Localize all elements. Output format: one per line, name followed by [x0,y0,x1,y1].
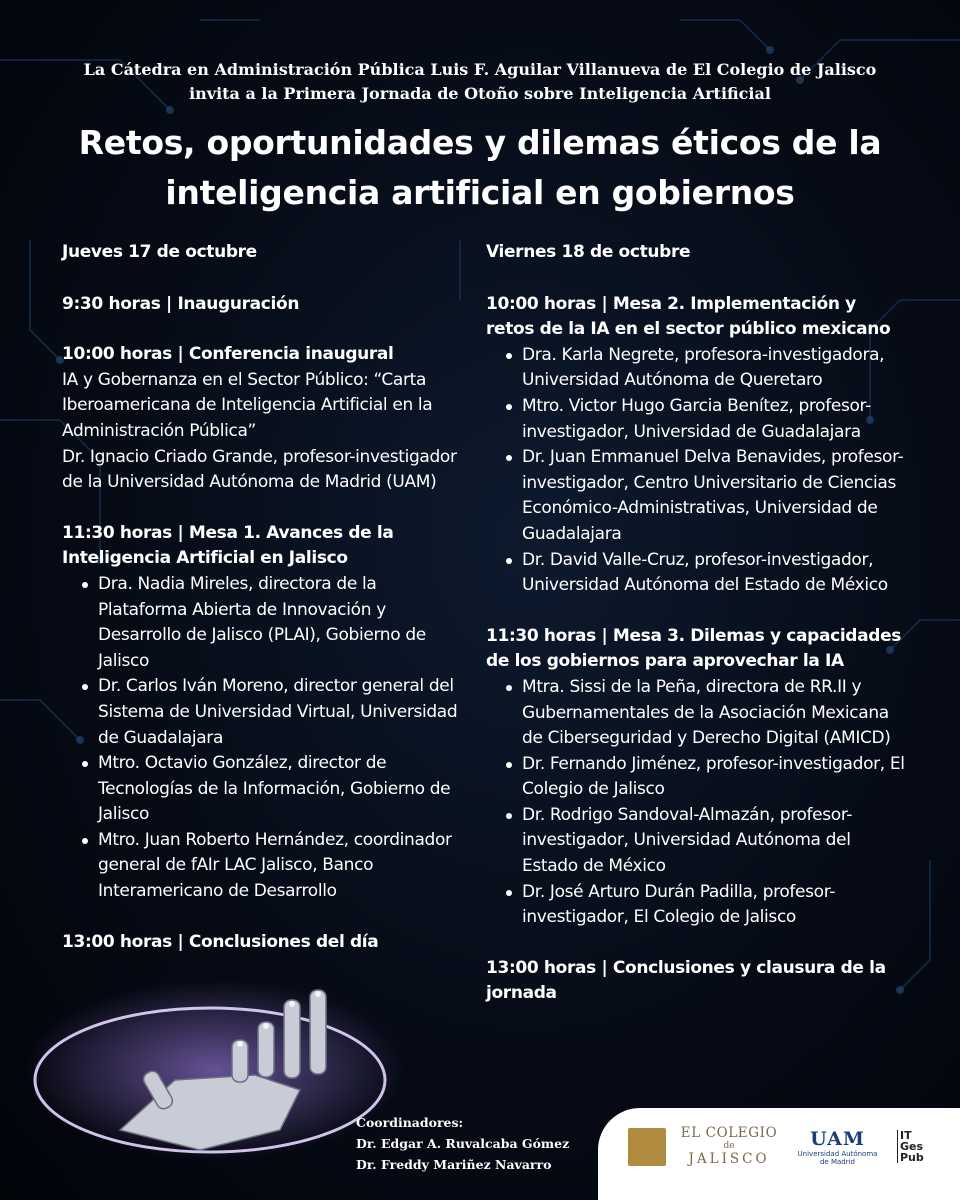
list-item: Dr. Carlos Iván Moreno, director general del Sistema de Universidad Virtual, Universidad de Guadalajara [62,674,467,751]
list-item: Dra. Karla Negrete, profesora-investigadora, Universidad Autónoma de Queretaro [486,343,906,394]
itgespub-logo [897,1130,927,1163]
session-inauguracion [62,292,467,318]
coordinators-label: Coordinadores: [356,1115,464,1130]
session-head: 9:30 horas | Inauguración [62,293,300,314]
session-head: 13:00 horas | Conclusiones del día [62,931,379,952]
list-item: Mtro. Victor Hugo Garcia Benítez, profesor-investigador, Universidad de Guadalajara [486,394,906,445]
list-item: Mtro. Octavio González, director de Tecnologías de la Información, Gobierno de Jalisco [62,751,467,828]
speaker-list [62,572,467,905]
list-item: Mtro. Juan Roberto Hernández, coordinador general de fAIr LAC Jalisco, Banco Interamericano de Desarrollo [62,828,467,905]
session-head: 10:00 horas | Conferencia inaugural [62,344,394,365]
colegio-line-1: EL COLEGIO [680,1125,778,1141]
session-head: 11:30 horas | Mesa 1. Avances de la Inteligencia Artificial en Jalisco [62,522,394,569]
session-conclusiones [62,930,467,956]
session-mesa-1 [62,521,467,905]
coordinators-block [356,1112,616,1175]
speaker-list [486,343,906,599]
itgespub-line-1: IT [900,1129,912,1142]
page-title: Retos, oportunidades y dilemas éticos de la inteligencia artificial en gobiernos [78,123,882,212]
session-conferencia [62,342,467,496]
itgespub-line-3: Pub [900,1151,924,1164]
colegio-logo-text [674,1126,784,1167]
uam-logo [795,1128,880,1166]
colegio-emblem-icon [628,1128,666,1166]
logo-panel [598,1108,960,1200]
list-item: Dr. Juan Emmanuel Delva Benavides, profesor-investigador, Centro Universitario de Ciencias Económico-Administrativas, Universidad de Guadalajara [486,445,906,547]
list-item: Dra. Nadia Mireles, directora de la Plataforma Abierta de Innovación y Desarrollo de Jalisco (PLAI), Gobierno de Jalisco [62,572,467,674]
session-clausura [486,956,906,1007]
session-mesa-2 [486,292,906,599]
session-speaker: Dr. Ignacio Criado Grande, profesor-investigador de la Universidad Autónoma de Madrid (UAM) [62,446,457,493]
session-head: 10:00 horas | Mesa 2. Implementación y retos de la IA en el sector público mexicano [486,293,891,340]
itgespub-line-2: Ges [900,1140,924,1153]
intro-text: La Cátedra en Administración Pública Luis F. Aguilar Villanueva de El Colegio de Jalisco invita a la Primera Jornada de Otoño sobre Inteligencia Artificial [83,60,877,103]
colegio-line-2: de [723,1141,735,1151]
list-item: Dr. Fernando Jiménez, profesor-investigador, El Colegio de Jalisco [486,752,906,803]
day-1-label: Jueves 17 de octubre [62,242,257,262]
list-item: Dr. David Valle-Cruz, profesor-investigador, Universidad Autónoma del Estado de México [486,548,906,599]
day-2-column [486,240,906,1032]
session-mesa-3 [486,624,906,931]
day-2-label: Viernes 18 de octubre [486,242,691,262]
session-description: IA y Gobernanza en el Sector Público: “Carta Iberoamericana de Inteligencia Artificial en la Administración Pública” [62,369,433,441]
session-head: 11:30 horas | Mesa 3. Dilemas y capacidades de los gobiernos para aprovechar la IA [486,625,902,672]
day-1-column [62,240,467,980]
session-head: 13:00 horas | Conclusiones y clausura de la jornada [486,957,886,1004]
coordinator-name: Dr. Edgar A. Ruvalcaba Gómez [356,1136,570,1151]
colegio-line-3: JALISCO [688,1151,770,1167]
uam-acronym: UAM [810,1128,865,1150]
uam-name: Universidad Autónoma de Madrid [797,1150,878,1166]
list-item: Dr. José Arturo Durán Padilla, profesor-investigador, El Colegio de Jalisco [486,880,906,931]
coordinator-name: Dr. Freddy Mariñez Navarro [356,1157,552,1172]
list-item: Mtra. Sissi de la Peña, directora de RR.II y Gubernamentales de la Asociación Mexicana de Ciberseguridad y Derecho Digital (AMICD) [486,675,906,752]
colegio-de-jalisco-logo [628,1126,778,1170]
speaker-list [486,675,906,931]
list-item: Dr. Rodrigo Sandoval-Almazán, profesor-investigador, Universidad Autónoma del Estado de México [486,803,906,880]
